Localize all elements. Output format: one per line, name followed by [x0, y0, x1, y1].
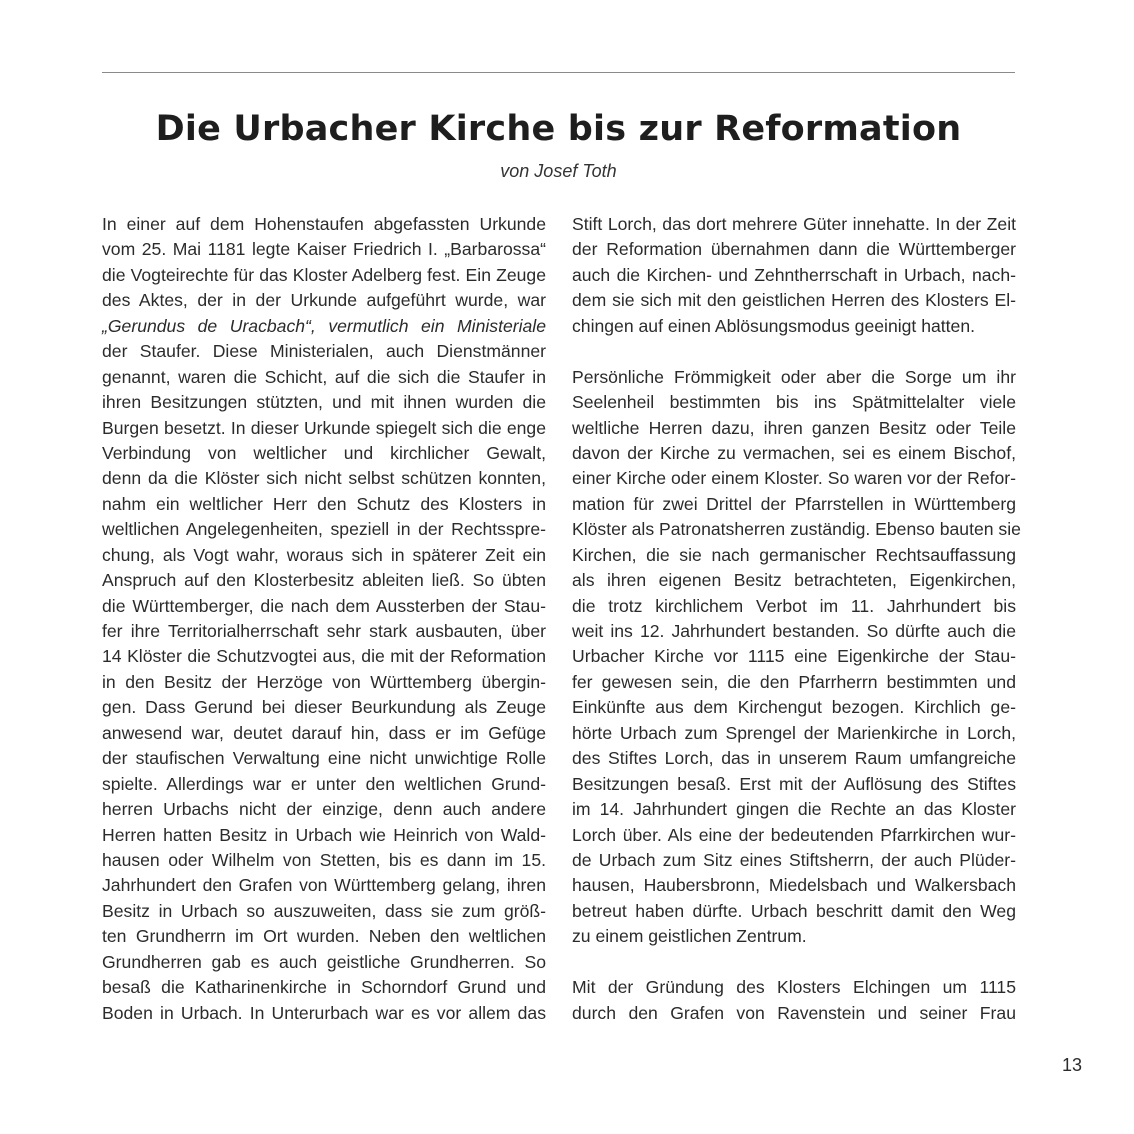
- text-line: in den Besitz der Herzöge von Württemberg übergin-: [102, 671, 546, 692]
- text-line: Einkünfte aus dem Kirchengut bezogen. Kirchlich ge-: [572, 697, 1016, 718]
- text-line: zu einem geistlichen Zentrum.: [572, 926, 807, 947]
- paragraph-gap: [572, 950, 1016, 975]
- text-line: Boden in Urbach. In Unterurbach war es vor allem das: [102, 1002, 546, 1023]
- text-line: davon der Kirche zu vermachen, sei es einem Bischof,: [572, 442, 1016, 463]
- page-number: 13: [1062, 1055, 1083, 1075]
- text-line: In einer auf dem Hohenstaufen abgefassten Urkunde: [102, 214, 546, 234]
- text-line: fer gewesen sein, die den Pfarrherrn bestimmten und: [572, 671, 1016, 692]
- text-line: Persönliche Frömmigkeit oder aber die Sorge um ihr: [572, 366, 1016, 387]
- text-line: besaß die Katharinenkirche in Schorndorf Grund und: [102, 977, 546, 998]
- text-line: denn da die Klöster sich nicht selbst schützen konnten,: [102, 468, 546, 489]
- article-title: Die Urbacher Kirche bis zur Reformation: [155, 109, 962, 149]
- text-line: der Staufer. Diese Ministerialen, auch Dienstmänner: [102, 341, 546, 362]
- text-line: dem sie sich mit den geistlichen Herren des Klosters El-: [572, 290, 1016, 311]
- text-line: fer ihre Territorialherrschaft sehr stark ausbauten, über: [102, 621, 546, 641]
- header-rule: [102, 72, 1015, 73]
- text-line: Mit der Gründung des Klosters Elchingen um 1115: [572, 977, 1016, 998]
- text-line: die Württemberger, die nach dem Aussterben der Stau-: [102, 595, 546, 616]
- text-line: Grundherren gab es auch geistliche Grundherren. So: [102, 951, 546, 972]
- text-line: weltlichen Angelegenheiten, speziell in der Rechtsspre-: [102, 519, 546, 540]
- text-line: als ihren eigenen Besitz betrachteten, Eigenkirchen,: [572, 570, 1016, 591]
- text-line: herren Urbachs nicht der einzige, denn auch andere: [102, 799, 546, 820]
- text-line: Besitz in Urbach so auszuweiten, dass sie zum größ-: [102, 900, 546, 921]
- right-text-column: [572, 212, 1021, 1026]
- cited-name: „Gerundus de Uracbach“, vermutlich ein Ministeriale: [102, 315, 546, 336]
- text-line: 14 Klöster die Schutzvogtei aus, die mit der Reformation: [102, 646, 546, 667]
- text-line: Klöster als Patronatsherren zuständig. Ebenso bauten sie: [572, 519, 1021, 540]
- text-line: einer Kirche oder einem Kloster. So waren vor der Refor-: [572, 468, 1016, 489]
- text-line: Kirchen, die sie nach germanischer Rechtsauffassung: [572, 544, 1016, 565]
- text-line: weltliche Herren dazu, ihren ganzen Besitz oder Teile: [572, 417, 1016, 438]
- text-line: des Aktes, der in der Urkunde aufgeführt wurde, war: [102, 290, 546, 311]
- text-line: hausen, Haubersbronn, Miedelsbach und Walkersbach: [572, 875, 1016, 896]
- text-line: Verbindung von weltlicher und kirchlicher Gewalt,: [102, 442, 546, 463]
- text-line: nahm ein weltlicher Herr den Schutz des Klosters in: [102, 493, 546, 514]
- text-line: Anspruch auf den Klosterbesitz ableiten ließ. So übten: [102, 570, 546, 591]
- text-line: Stift Lorch, das dort mehrere Güter innehatte. In der Zeit: [572, 214, 1016, 234]
- text-line: Jahrhundert den Grafen von Württemberg gelang, ihren: [102, 875, 546, 896]
- text-line: hausen oder Wilhelm von Stetten, bis es dann im 15.: [102, 849, 546, 870]
- text-line: Burgen besetzt. In dieser Urkunde spiegelt sich die enge: [102, 417, 546, 438]
- text-line: des Stiftes Lorch, das in unserem Raum umfangreiche: [572, 748, 1016, 769]
- text-line: chingen auf einen Ablösungsmodus geeinigt hatten.: [572, 315, 976, 336]
- text-line: weit ins 12. Jahrhundert bestanden. So dürfte auch die: [572, 621, 1016, 641]
- text-line: Lorch über. Als eine der bedeutenden Pfarrkirchen wur-: [572, 824, 1016, 845]
- text-line: ihren Besitzungen stützten, und mit ihnen wurden die: [102, 392, 546, 413]
- left-text-column: [102, 212, 546, 1026]
- text-line: auch die Kirchen- und Zehntherrschaft in Urbach, nach-: [572, 264, 1016, 285]
- text-line: im 14. Jahrhundert gingen die Rechte an das Kloster: [572, 799, 1016, 820]
- text-line: Seelenheil bestimmten bis ins Spätmittelalter viele: [572, 392, 1016, 413]
- text-line: die trotz kirchlichem Verbot im 11. Jahrhundert bis: [572, 595, 1016, 616]
- text-line: ten Grundherrn im Ort wurden. Neben den weltlichen: [102, 926, 546, 947]
- text-line: hörte Urbach zum Sprengel der Marienkirche in Lorch,: [572, 722, 1016, 743]
- text-line: chung, als Vogt wahr, woraus sich in späterer Zeit ein: [102, 544, 546, 565]
- text-line: der staufischen Verwaltung eine nicht unwichtige Rolle: [102, 748, 546, 769]
- text-line: Urbacher Kirche vor 1115 eine Eigenkirche der Stau-: [572, 646, 1016, 667]
- article-byline: von Josef Toth: [500, 161, 617, 181]
- text-line: anwesend war, deutet darauf hin, dass er im Gefüge: [102, 722, 546, 743]
- text-line: de Urbach zum Sitz eines Stiftsherrn, der auch Plüder-: [572, 849, 1016, 870]
- text-line: genannt, waren die Schicht, auf die sich die Staufer in: [102, 366, 546, 387]
- text-line: vom 25. Mai 1181 legte Kaiser Friedrich I. „Barbarossa“: [102, 239, 546, 260]
- text-line: gen. Dass Gerund bei dieser Beurkundung als Zeuge: [102, 697, 546, 718]
- text-line: Herren hatten Besitz in Urbach wie Heinrich von Wald-: [102, 824, 546, 845]
- text-line: der Reformation übernahmen dann die Württemberger: [572, 239, 1016, 260]
- text-line: betreut haben dürfte. Urbach beschritt damit den Weg: [572, 900, 1016, 921]
- text-line: [102, 314, 546, 339]
- text-line: die Vogteirechte für das Kloster Adelberg fest. Ein Zeuge: [102, 264, 546, 285]
- text-line: durch den Grafen von Ravenstein und seiner Frau: [572, 1002, 1016, 1023]
- text-line: mation für zwei Drittel der Pfarrstellen in Württemberg: [572, 493, 1016, 514]
- paragraph-gap: [572, 339, 1016, 364]
- text-line: spielte. Allerdings war er unter den weltlichen Grund-: [102, 773, 546, 794]
- text-line: Besitzungen besaß. Erst mit der Auflösung des Stiftes: [572, 773, 1016, 794]
